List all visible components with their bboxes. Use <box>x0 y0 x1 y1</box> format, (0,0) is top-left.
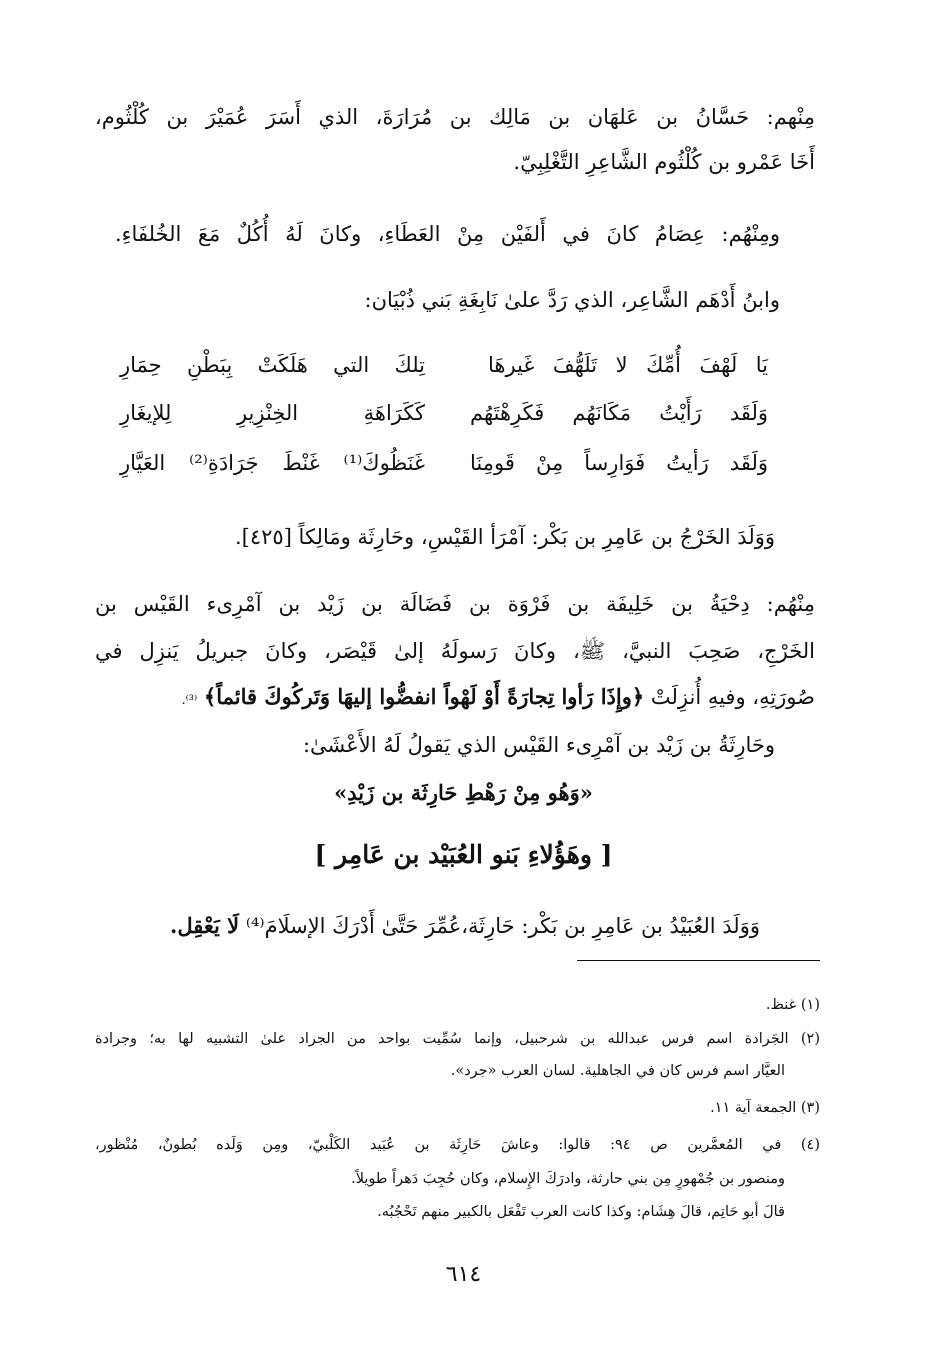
verse-3-left: غَنَظُوكَ⁽¹⁾ غَنْطَ جَرَادَةِ⁽²⁾ العَيَّارِ <box>120 451 425 475</box>
paragraph-5-line-2: الخَرْجِ، صَحِبَ النبيَّ، ﷺ، وكانَ رَسولَهُ إلىٰ قَيْصَر، وكانَ جبريلُ يَنزِل في <box>95 639 815 663</box>
verse-2-left: كَكَرَاهَةِ الخِنْزِيرِ لِلإيغَارِ <box>120 401 425 425</box>
paragraph-5-line-3 <box>95 682 815 716</box>
footnote-2-line-2: العيَّار اسم فرس كان في الجاهلية. لسان العرب «جرد». <box>450 1063 785 1079</box>
footnote-ref-3: ⁽³⁾. <box>181 693 198 708</box>
paragraph-3: وابنُ أَدْهَم الشَّاعِر، الذي رَدَّ علىٰ نَابِغَةِ بَني ذُبْيَان: <box>364 288 780 312</box>
verse-3-right: وَلَقَد رَأيتُ فَوَارِساً مِنْ قَومِنَا <box>470 451 768 475</box>
quran-verse: ﴿وإِذَا رَأوا تِجارَةً أَوْ لَهْواً انفضُّوا إليهَا وَتَركُوكَ قائماً﴾ <box>203 684 645 709</box>
footnote-4-line-3: قالَ أبو حَاتِم، قالَ هِشَام: وكذا كانت العرب تَفْعَل بالكبير منهم تَحْجُبُه. <box>377 1204 785 1220</box>
paragraph-4: وَوَلَدَ الخَرْجُ بن عَامِرِ بن بَكْر: آمْرَأ القَيْسِ، وحَارِثَة ومَالِكاً [٤٢٥]. <box>234 525 775 549</box>
footnote-3: (٣) الجمعة آية ١١. <box>710 1100 820 1116</box>
paragraph-1-line-2: أَخَا عَمْرو بن كُلْثُوم الشَّاعِرِ التَّغْلِبِيّ. <box>513 150 815 174</box>
footnote-separator <box>577 960 820 961</box>
poet-quote: «وَهُو مِنْ رَهْطِ حَارِثَة بن زَيْدِ» <box>334 780 593 805</box>
footnote-2-line-1: (٢) الجَرادة اسم فرس عبدالله بن شرحبيل، وإنما سُمِّيت بواحد من الجراد علىٰ التشبيه لها به؛ وجرادة <box>95 1031 820 1047</box>
paragraph-6: وحَارِثَةُ بن زَيْد بن آمْرِىء القَيْس الذي يَقولُ لَهُ الأَعْشَىٰ: <box>302 733 775 757</box>
paragraph-7-text: وَوَلَدَ العُبَيْدُ بن عَامِرِ بن بَكْر: حَارِثَة،عُمِّرَ حَتَّىٰ أَدْرَكَ الإسلَامَ⁽⁴⁾ <box>245 914 760 938</box>
paragraph-7-bold: لَا يَعْقِل. <box>170 913 240 938</box>
page-number: ٦١٤ <box>445 1262 482 1287</box>
section-heading: [ وهَؤُلاءِ بَنو العُبَيْد بن عَامِر ] <box>314 840 613 869</box>
footnote-4-line-2: ومنصور بن جُمْهورٍ مِن بني حارثة، وادرَكَ الإِسلام، وكان حُجِبَ دَهراً طويلاً. <box>351 1171 785 1187</box>
verse-1-right: يَا لَهْفَ أُمِّكَ لا تَلَهُّفَ غَيرهَا <box>488 353 768 377</box>
verse-2-right: وَلَقَد رَأَيْتُ مَكَانَهُم فَكَرِهْتَهُم <box>470 401 768 425</box>
paragraph-5-line-1: مِنْهُم: دِحْيَةُ بن خَلِيفَة بن فَرْوَة بن فَضَالَة بن زَيْد بن آمْرِىء القَيْس بن <box>95 592 815 616</box>
paragraph-2: ومِنْهُم: عِصَامُ كانَ في أَلفَيْن مِنْ العَطَاءِ، وكانَ لَهُ أُكُلٌ مَعَ الخُلفَاءِ. <box>115 222 780 246</box>
footnote-1: (١) غنظ. <box>765 997 820 1013</box>
verse-1-left: تِلكَ التي هَلَكَتْ بِبَطْنِ حِمَارِ <box>120 353 425 377</box>
paragraph-1-line-1: مِنْهم: حَسَّانُ بن عَلهَان بن مَالِك بن مُرَارَةَ، الذي أَسَرَ عُمَيْرَ بن كُلْثُوم، <box>95 105 815 129</box>
paragraph-7 <box>95 911 760 941</box>
paragraph-5-line-3-text: صُورَتِهِ، وفيهِ أُنزِلَتْ <box>650 685 815 709</box>
footnote-4-line-1: (٤) في المُعمَّرين ص ٩٤: قالوا: وعاشَ حَارِثَة بن عُبَيد الكَلْبيّ، ومِن وَلَده بُطونٌ، مُنْظور، <box>95 1137 820 1153</box>
